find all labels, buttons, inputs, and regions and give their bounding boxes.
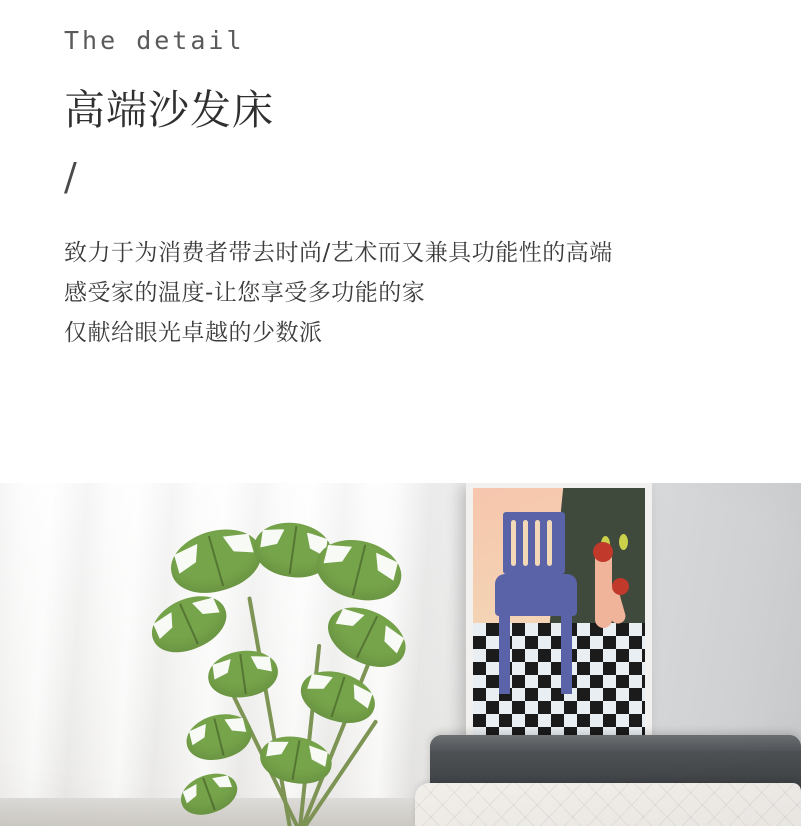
framed-artwork: [466, 483, 652, 745]
plant-stem: [247, 596, 292, 826]
description-paragraph: [64, 233, 794, 354]
monstera-plant: [150, 523, 450, 826]
description-line-1: 致力于为消费者带去时尚/艺术而又兼具功能性的高端: [64, 239, 613, 266]
artwork-eye-shape: [619, 534, 628, 550]
artwork-arm-dot: [612, 578, 629, 595]
artwork-chair-leg: [561, 616, 572, 694]
artwork-chair-seat: [495, 574, 577, 616]
artwork-chair-leg: [499, 616, 510, 694]
plant-leaf: [257, 731, 336, 789]
description-line-3: 仅献给眼光卓越的少数派: [64, 320, 323, 347]
plant-leaf: [294, 662, 381, 731]
product-photo: [0, 483, 801, 826]
intro-text-block: [64, 0, 794, 354]
divider-slash: /: [64, 155, 77, 200]
headboard-top-edge: [430, 735, 801, 751]
page-title: 高端沙发床: [64, 86, 274, 134]
mattress-quilt-pattern: [415, 783, 801, 826]
plant-leaf: [143, 585, 235, 662]
artwork-chair-back: [503, 512, 565, 574]
plant-leaf: [175, 766, 242, 822]
artwork-arm-dot: [593, 542, 613, 562]
plant-leaf: [164, 519, 269, 602]
plant-leaf: [205, 646, 281, 701]
quilted-mattress: [415, 783, 801, 826]
eyebrow-label: The detail: [64, 26, 245, 55]
description-line-2: 感受家的温度-让您享受多功能的家: [64, 280, 426, 307]
